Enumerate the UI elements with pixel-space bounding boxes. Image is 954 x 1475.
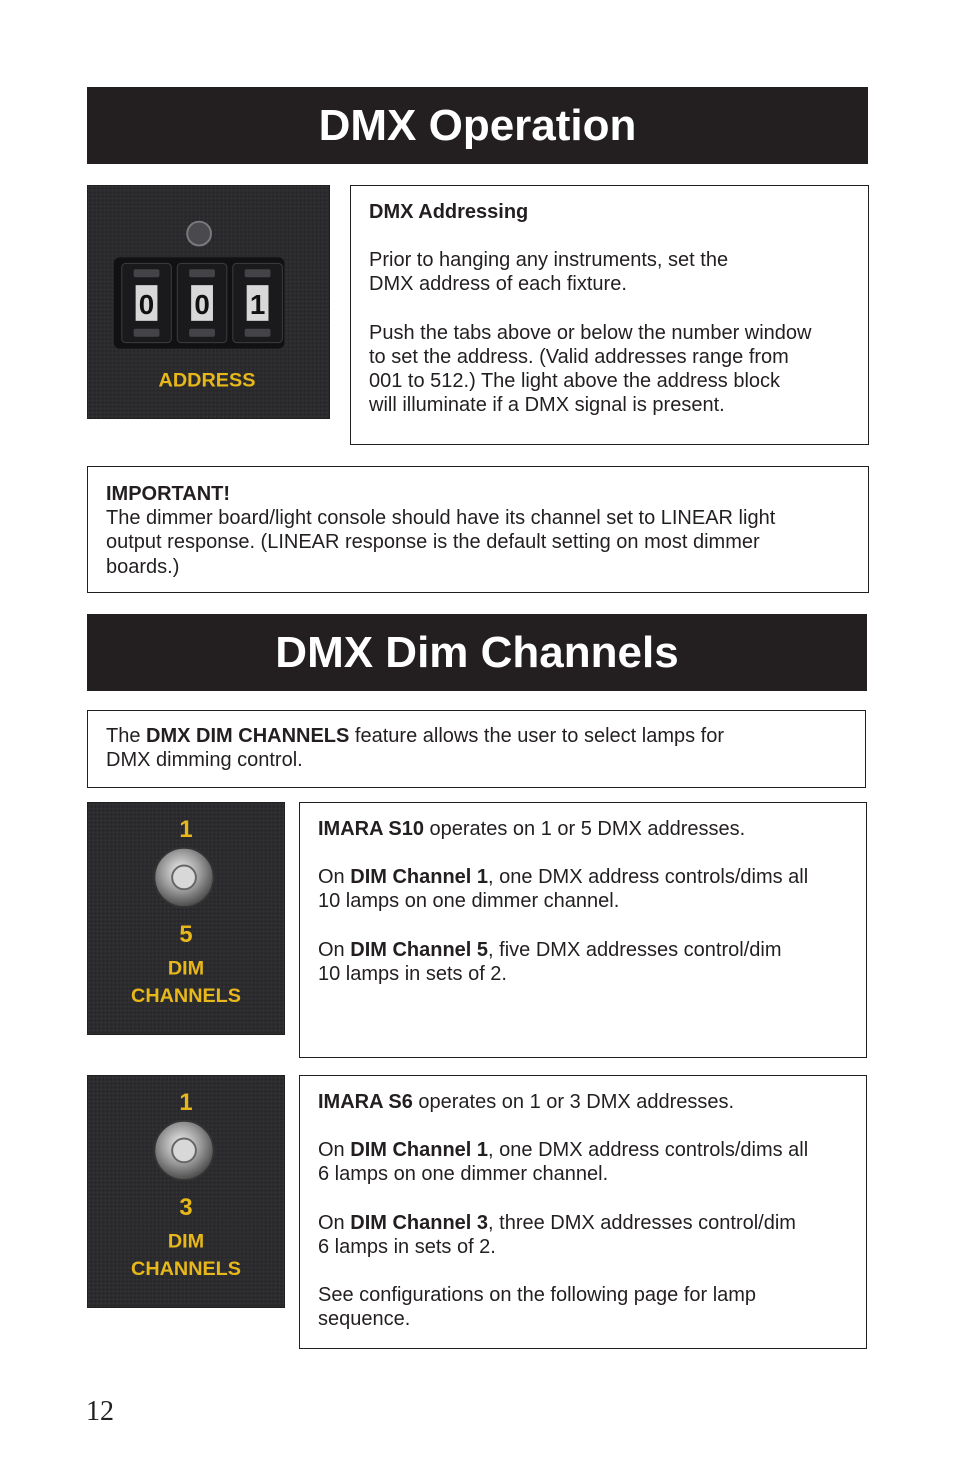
switch-bottom-label: 5 — [179, 920, 193, 948]
dim-channels-intro-box — [87, 710, 866, 788]
address-digit: 0 — [194, 288, 210, 320]
s6-dim-channel-switch-photo — [87, 1075, 285, 1308]
addressing-para2: Push the tabs above or below the number window to set the address. (Valid addresses range from 001 to 512.) The light above the address block will illuminate if a DMX signal is present. — [369, 321, 812, 417]
intro-text: The DMX DIM CHANNELS feature allows the user to select lamps for DMX dimming control. — [106, 725, 724, 772]
section-title-dmx-operation — [87, 87, 868, 164]
switch-bottom-label: 3 — [179, 1193, 193, 1221]
addressing-para1: Prior to hanging any instruments, set the DMX address of each fixture. — [369, 249, 729, 296]
section-title-text: DMX Dim Channels — [275, 627, 679, 677]
address-label: ADDRESS — [158, 369, 256, 392]
address-digit: 1 — [249, 288, 266, 320]
address-digit: 0 — [138, 288, 155, 320]
switch-caption: DIM — [167, 1230, 205, 1253]
dmx-address-switch-photo — [87, 185, 330, 419]
s10-channel-1: On DIM Channel 1, one DMX address controls/dims all 10 lamps on one dimmer channel. — [318, 866, 809, 913]
switch-top-label: 1 — [179, 815, 193, 843]
important-text: The dimmer board/light console should have its channel set to LINEAR light output response. (LINEAR response is the default setting on most dimmer boards.) — [106, 507, 776, 578]
s10-channel-5: On DIM Channel 5, five DMX addresses control/dim 10 lamps in sets of 2. — [318, 938, 782, 985]
imara-s6-box — [299, 1075, 867, 1349]
important-heading: IMPORTANT! — [106, 483, 231, 505]
switch-caption: CHANNELS — [131, 985, 241, 1008]
dmx-addressing-box — [350, 185, 869, 445]
section-title-text: DMX Operation — [318, 100, 637, 150]
s10-dim-channel-switch-photo — [87, 802, 285, 1035]
dmx-signal-led-icon — [187, 222, 211, 246]
s6-intro: IMARA S6 operates on 1 or 3 DMX addresses. — [318, 1091, 735, 1113]
s6-channel-3: On DIM Channel 3, three DMX addresses control/dim 6 lamps in sets of 2. — [318, 1211, 796, 1258]
s10-intro: IMARA S10 operates on 1 or 5 DMX addresses. — [318, 818, 746, 840]
important-box — [87, 466, 869, 593]
imara-s10-box — [299, 802, 867, 1058]
switch-caption: DIM — [167, 957, 205, 980]
page-number: 12 — [86, 1396, 114, 1427]
switch-top-label: 1 — [179, 1088, 193, 1116]
box-heading: DMX Addressing — [369, 201, 529, 223]
section-title-dmx-dim-channels — [87, 614, 867, 691]
s6-channel-1: On DIM Channel 1, one DMX address controls/dims all 6 lamps on one dimmer channel. — [318, 1139, 809, 1186]
s6-see-configurations: See configurations on the following page for lamp sequence. — [318, 1284, 757, 1331]
switch-caption: CHANNELS — [131, 1258, 241, 1281]
